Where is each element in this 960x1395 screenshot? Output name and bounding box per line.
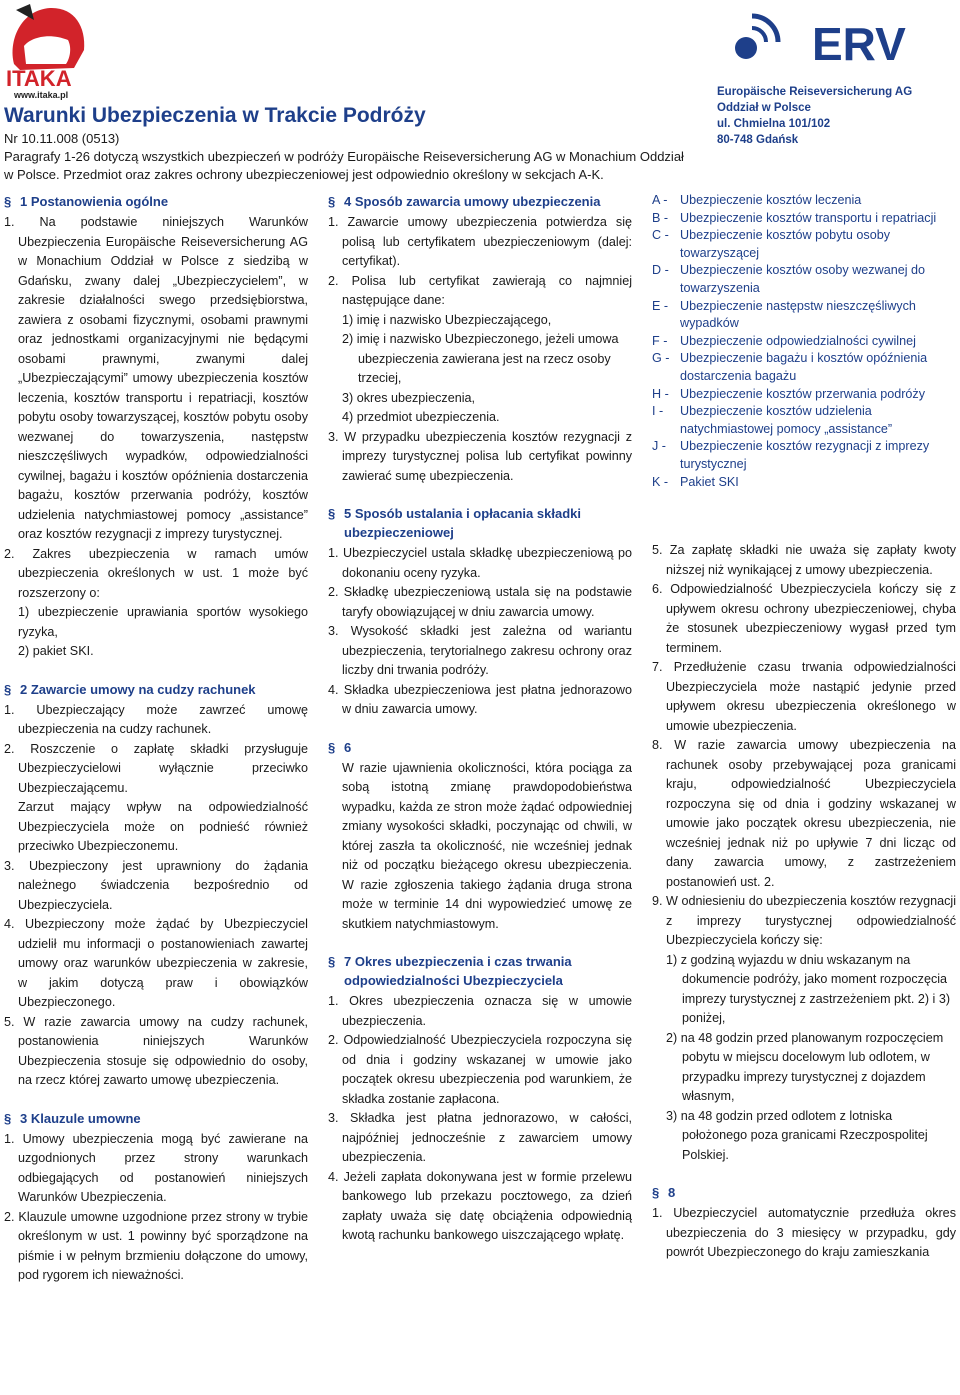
paragraph: W razie ujawnienia okoliczności, która pociąga za sobą istotną zmianę prawdopodobieństwa wypadku, każda ze stron może żądać odpowiedniej zmiany wysokości składki, poczynając od chwili, w której zaszła ta okoliczność, nie wcześniej jednak niż od początku bieżącego okresu ubezpieczenia. W razie zgłoszenia takiego żądania druga strona może w terminie 14 dni wypowiedzieć umowę ze skutkiem natychmiastowym. (342, 760, 632, 931)
risk-sections-list (652, 192, 956, 491)
section-heading-7: § 7 Okres ubezpieczenia i czas trwania odpowiedzialności Ubezpieczyciela (328, 954, 572, 988)
intro-line-2: w Polsce. Przedmiot oraz zakres ochrony ubezpieczeniowej jest odpowiednio określony w sekcjach A-K. (4, 167, 604, 182)
risk-item (652, 403, 956, 438)
paragraph: 3. Składka jest płatna jednorazowo, w całości, najpóźniej jednocześnie z zawarciem umowy ubezpieczenia. (328, 1111, 632, 1164)
paragraph: 3. Wysokość składki jest zależna od wariantu ubezpieczenia, terytorialnego zakresu ochrony oraz liczby dni trwania podróży. (328, 624, 632, 677)
section-heading-8: § 8 (652, 1185, 676, 1201)
section-heading-2: § 2 Zawarcie umowy na cudzy rachunek (4, 681, 256, 697)
section-sign-icon: § (652, 1185, 660, 1201)
paragraph: 1. Na podstawie niniejszych Warunków Ubezpieczenia Europäische Reiseversicherung AG w Monachium Oddział w Polsce z siedzibą w Gdańsku, zwany dalej „Ubezpieczycielem”, w zakresie działalności swego przedsiębiorstwa, zawiera z osobami fizycznymi, osobami prawnymi oraz jednostkami organizacyjnymi nie będącymi osobami prawnymi, zwanymi dalej „Ubezpieczającymi” umowy ubezpieczenia kosztów leczenia, kosztów transportu i repatriacji, kosztów pobytu osoby towarzyszącej, kosztów pobytu osoby wezwanej do towarzyszenia, następstw nieszczęśliwych wypadków, odpowiedzialności cywilnej, bagażu i kosztów opóźnienia dostarczenia bagażu, kosztów przerwania podróży, kosztów udzielenia natychmiastowej pomocy „assistance” oraz kosztów rezygnacji z imprezy turystycznej. (4, 215, 308, 541)
paragraph: 5. Za zapłatę składki nie uważa się zapłaty kwoty niższej niż wynikającej z umowy ubezpieczenia. (652, 543, 956, 577)
paragraph: 7. Przedłużenie czasu trwania odpowiedzialności Ubezpieczyciela może nastąpić jedynie przed upływem okresu ubezpieczenia określonego w umowie ubezpieczenia. (652, 660, 956, 733)
list-item: 1) z godziną wyjazdu w dniu wskazanym na dokumencie podróży, jako moment rozpoczęcia imprezy turystycznej z zastrzeżeniem pkt. 2) i 3) poniżej, (666, 952, 951, 1026)
paragraph: 2. Klauzule umowne uzgodnione przez strony w trybie określonym w ust. 1 powinny być sporządzone na piśmie i w pełnym brzmieniu dołączone do umowy, pod rygorem ich nieważności. (4, 1209, 308, 1282)
paragraph: 8. W razie zawarcia umowy ubezpieczenia na rachunek osoby przebywającej poza granicami kraju, odpowiedzialność Ubezpieczyciela rozpoczyna się od dnia i godziny wskazanej w umowie jako początek okresu ubezpieczenia, nie wcześniej jednak niż po upływie 7 dni licząc od dany zawarcia umowy, z zastrzeżeniem postanowień ust. 2. (652, 738, 956, 889)
risk-item (652, 262, 956, 297)
list-item: 1) ubezpieczenie uprawiania sportów wysokiego ryzyka, (18, 605, 308, 639)
risk-text: Ubezpieczenie kosztów udzielenia natychmiastowej pomocy „assistance” (680, 404, 893, 436)
risk-item (652, 192, 956, 210)
section-heading-3: § 3 Klauzule umowne (4, 1110, 141, 1126)
risk-text: Ubezpieczenie kosztów pobytu osoby towarzyszącej (680, 228, 891, 260)
paragraph: 4. Jeżeli zapłata dokonywana jest w formie przelewu bankowego lub przekazu pocztowego, za dzień zapłaty uważa się datę obciążenia odpowiednią kwotą rachunku bankowego uiszczającego wpłatę. (328, 1169, 632, 1242)
list-item: 2) imię i nazwisko Ubezpieczonego, jeżeli umowa ubezpieczenia zawierana jest na rzecz osoby trzeciej, (342, 332, 619, 385)
document-intro (4, 148, 704, 184)
risk-text: Ubezpieczenie kosztów przerwania podróży (680, 386, 926, 401)
paragraph: 6. Odpowiedzialność Ubezpieczyciela kończy się z upływem okresu ochrony ubezpieczeniowej, chyba że stosunek ubezpieczeniowy wygasł przed tym terminem. (652, 582, 956, 655)
section-heading-1: § 1 Postanowienia ogólne (4, 194, 169, 209)
paragraph: Zarzut mający wpływ na odpowiedzialność Ubezpieczyciela może on podnieść również przeciwko Ubezpieczonemu. (18, 800, 308, 853)
address-company: Europäische Reiseversicherung AG (717, 86, 913, 98)
itaka-url: www.itaka.pl (14, 90, 69, 100)
risk-text: Ubezpieczenie następstw nieszczęśliwych wypadków (680, 298, 916, 331)
section-sign-icon: § (4, 681, 12, 697)
risk-letter: F - (652, 333, 668, 348)
paragraph: 1. Ubezpieczyciel ustala składkę ubezpieczeniową po dokonaniu oceny ryzyka. (328, 546, 632, 580)
section-heading-4: § 4 Sposób zawarcia umowy ubezpieczenia (328, 194, 601, 209)
section-sign-icon: § (328, 194, 336, 209)
column-1 (4, 192, 308, 1286)
paragraph: 2. Polisa lub certyfikat zawierają co najmniej następujące dane: (328, 273, 632, 307)
risk-item (652, 227, 956, 262)
risk-text: Ubezpieczenie kosztów osoby wezwanej do towarzyszenia (680, 263, 926, 295)
section-sign-icon: § (328, 739, 336, 755)
risk-item (652, 386, 956, 404)
erv-logo (716, 4, 928, 78)
erv-logo-text: ERV (812, 18, 906, 70)
risk-letter: I - (652, 404, 664, 419)
address-street: ul. Chmielna 101/102 (717, 118, 831, 130)
section-heading-6: § 6 (328, 739, 352, 755)
risk-item (652, 210, 956, 228)
paragraph: 4. Składka ubezpieczeniowa jest płatna jednorazowo w dniu zawarcia umowy. (328, 682, 632, 716)
section-heading-5: § 5 Sposób ustalania i opłacania składki ubezpieczeniowej (328, 506, 581, 540)
risk-item (652, 438, 956, 473)
risk-letter: A - (652, 193, 668, 207)
paragraph: 2. Składkę ubezpieczeniową ustala się na podstawie taryfy obowiązującej w dniu zawarcia umowy. (328, 585, 632, 619)
document-number: Nr 10.11.008 (0513) (4, 131, 120, 146)
paragraph: 1. Okres ubezpieczenia oznacza się w umowie ubezpieczenia. (328, 994, 632, 1028)
section-sign-icon: § (4, 1110, 12, 1126)
risk-item (652, 298, 956, 333)
list-item: 2) pakiet SKI. (18, 644, 94, 658)
paragraph: 1. Ubezpieczyciel automatycznie przedłuża okres ubezpieczenia do 3 miesięcy w przypadku, gdy powrót Ubezpieczonego do kraju zamieszkania (652, 1206, 956, 1260)
column-2 (328, 192, 632, 1246)
paragraph: 4. Ubezpieczony może żądać by Ubezpieczyciel udzielił mu informacji o postanowieniach zawartej umowy oraz warunków ubezpieczenia w zakresie, w jakim dotyczą praw i obowiązków Ubezpieczonego. (4, 917, 308, 1009)
section-sign-icon: § (328, 954, 336, 969)
address-city: 80-748 Gdańsk (717, 134, 799, 146)
paragraph: 9. W odniesieniu do ubezpieczenia kosztów rezygnacji z imprezy turystycznej odpowiedzialność Ubezpieczyciela kończy się: (652, 894, 956, 948)
itaka-logo (4, 2, 90, 100)
risk-text: Ubezpieczenie kosztów transportu i repatriacji (680, 210, 937, 225)
risk-text: Ubezpieczenie kosztów rezygnacji z imprezy turystycznej (680, 439, 930, 471)
column-3 (652, 192, 956, 1263)
list-item: 4) przedmiot ubezpieczenia. (342, 410, 500, 424)
risk-letter: J - (652, 439, 666, 454)
risk-letter: G - (652, 351, 670, 366)
paragraph: 2. Odpowiedzialność Ubezpieczyciela rozpoczyna się od dnia i godziny wskazanej w umowie jako początek okresu ubezpieczenia pod warunkiem, że składka zostanie zapłacona. (328, 1033, 632, 1106)
risk-item (652, 474, 956, 492)
erv-address (717, 84, 912, 148)
section-sign-icon: § (4, 194, 12, 209)
address-branch: Oddział w Polsce (717, 102, 811, 114)
paragraph: 1. Umowy ubezpieczenia mogą być zawierane na uzgodnionych przez strony warunkach odbiegających od postanowień niniejszych Warunków Ubezpieczenia. (4, 1131, 308, 1204)
document-title: Warunki Ubezpieczenia w Trakcie Podróży (4, 104, 426, 127)
risk-letter: B - (652, 210, 669, 225)
intro-line-1: Paragrafy 1-26 dotyczą wszystkich ubezpieczeń w podróży Europäische Reiseversicherung AG w Monachium Oddział (4, 149, 684, 164)
paragraph: 3. Ubezpieczony jest uprawniony do żądania należnego świadczenia bezpośrednio od Ubezpieczyciela. (4, 858, 308, 912)
paragraph: 1. Zawarcie umowy ubezpieczenia potwierdza się polisą lub certyfikatem ubezpieczeniowym (dalej: certyfikat). (328, 215, 632, 268)
list-item: 2) na 48 godzin przed planowanym rozpoczęciem pobytu w miejscu docelowym lub odlotem, w przypadku imprezy turystycznej z dojazdem własnym, (666, 1030, 944, 1104)
risk-item (652, 333, 956, 351)
list-item: 3) na 48 godzin przed odlotem z lotniska położonego poza granicami Rzeczpospolitej Polskiej. (666, 1108, 928, 1162)
list-item: 3) okres ubezpieczenia, (342, 390, 476, 405)
paragraph: 1. Ubezpieczający może zawrzeć umowę ubezpieczenia na cudzy rachunek. (4, 702, 308, 736)
risk-letter: H - (652, 386, 669, 401)
risk-text: Ubezpieczenie kosztów leczenia (680, 193, 862, 207)
list-item: 1) imię i nazwisko Ubezpieczającego, (342, 312, 552, 327)
section-sign-icon: § (328, 506, 336, 521)
risk-letter: C - (652, 228, 669, 243)
paragraph: 5. W razie zawarcia umowy na cudzy rachunek, postanowienia niniejszych Warunków Ubezpieczenia stosuje się odpowiednio do osoby, na rzecz której zawarto umowę ubezpieczenia. (4, 1014, 308, 1087)
risk-text: Ubezpieczenie odpowiedzialności cywilnej (680, 333, 916, 348)
risk-text: Pakiet SKI (680, 474, 739, 489)
risk-letter: K - (652, 474, 669, 489)
paragraph: 2. Zakres ubezpieczenia w ramach umów ubezpieczenia określonych w ust. 1 może być rozszerzony o: (4, 546, 308, 600)
risk-text: Ubezpieczenie bagażu i kosztów opóźnienia dostarczenia bagażu (680, 351, 928, 383)
risk-letter: D - (652, 263, 669, 278)
paragraph: 2. Roszczenie o zapłatę składki przysługuje Ubezpieczycielowi wyłącznie przeciwko Ubezpieczającemu. (4, 741, 308, 795)
paragraph: 3. W przypadku ubezpieczenia kosztów rezygnacji z imprezy turystycznej polisa lub certyfikat powinny zawierać sumę ubezpieczenia. (328, 429, 632, 483)
risk-letter: E - (652, 298, 669, 313)
risk-item (652, 350, 956, 385)
itaka-logo-text: ITAKA (6, 66, 72, 91)
